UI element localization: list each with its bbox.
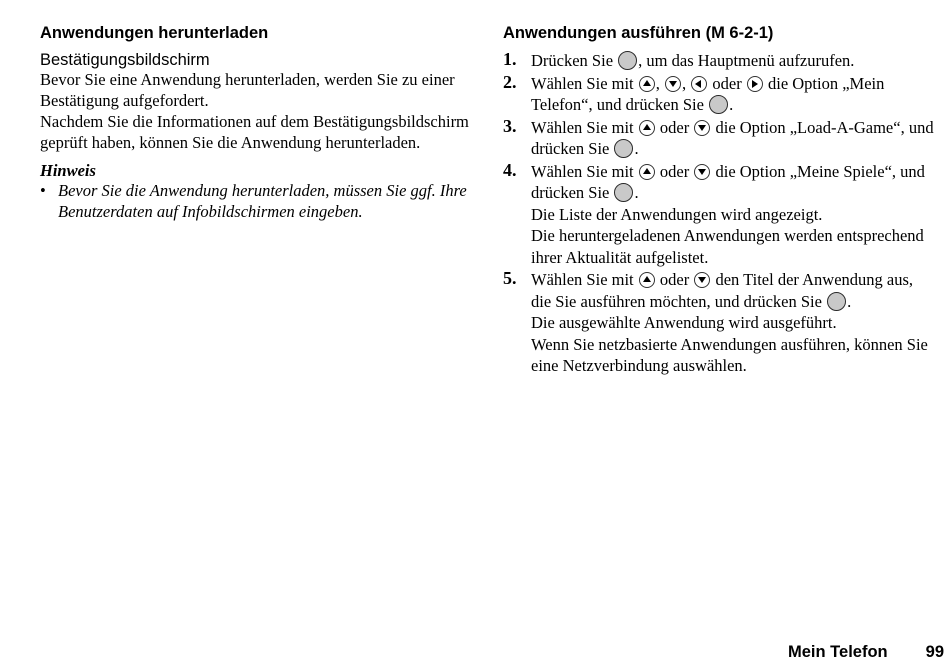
- separator: oder: [712, 73, 742, 93]
- step-text: .: [634, 183, 639, 202]
- center-key-icon: [614, 139, 633, 158]
- step-text: Wählen Sie mit: [531, 117, 634, 137]
- step-text: .: [729, 95, 734, 114]
- nav-up-icon: [639, 120, 655, 136]
- step-number: 2.: [503, 71, 517, 92]
- note-title: Hinweis: [40, 161, 96, 180]
- nav-down-icon: [694, 164, 710, 180]
- center-key-icon: [614, 183, 633, 202]
- step-text: .: [847, 291, 852, 311]
- center-key-icon: [709, 95, 728, 114]
- step-text: Wählen Sie mit: [531, 270, 634, 289]
- step-text: die Option „Load-A-Game“, und drücken Sie: [531, 117, 934, 158]
- separator: ,: [682, 73, 687, 93]
- left-column: [40, 22, 470, 222]
- separator: oder: [659, 270, 690, 289]
- paragraph-after-check: Nachdem Sie die Informationen auf dem Bestätigungsbildschirm geprüft haben, können Sie die Anwendung herunterladen.: [40, 112, 469, 152]
- right-column: [503, 22, 935, 378]
- step-2: [503, 73, 935, 116]
- center-key-icon: [618, 51, 637, 70]
- step-text: den Titel der Anwendung aus, die Sie ausführen möchten, und drücken Sie: [531, 270, 914, 311]
- separator: ,: [655, 73, 660, 93]
- step-result-text: Die ausgewählte Anwendung wird ausgeführt.: [531, 313, 837, 332]
- step-text: Wählen Sie mit: [531, 161, 634, 181]
- step-3: [503, 117, 935, 160]
- step-4: [503, 161, 935, 269]
- nav-down-icon: [694, 120, 710, 136]
- page-footer: [788, 642, 944, 662]
- step-number: 4.: [503, 159, 517, 180]
- note-text: Bevor Sie die Anwendung herunterladen, müssen Sie ggf. Ihre Benutzerdaten auf Infobildschirmen eingeben.: [58, 181, 467, 221]
- paragraph-confirmation: Bevor Sie eine Anwendung herunterladen, werden Sie zu einer Bestätigung aufgefordert.: [40, 70, 455, 110]
- footer-section-title: Mein Telefon: [788, 643, 888, 661]
- subheading-confirmation-screen: Bestätigungsbildschirm: [40, 51, 210, 69]
- section-heading-run: [503, 22, 935, 44]
- step-number: 5.: [503, 268, 517, 288]
- step-result-text: Die Liste der Anwendungen wird angezeigt.: [531, 204, 823, 224]
- step-text: , um das Hauptmenü aufzurufen.: [638, 51, 855, 70]
- step-text: Wählen Sie mit: [531, 73, 634, 93]
- step-result-text: Die heruntergeladenen Anwendungen werden entsprechend ihrer Aktualität aufgelistet.: [531, 226, 924, 267]
- center-key-icon: [827, 292, 846, 311]
- separator: oder: [659, 117, 690, 137]
- nav-up-icon: [639, 272, 655, 288]
- nav-left-icon: [691, 76, 707, 92]
- separator: oder: [659, 161, 690, 181]
- step-text: die Option „Mein Telefon“, und drücken Sie: [531, 73, 885, 114]
- nav-up-icon: [639, 76, 655, 92]
- nav-down-icon: [694, 272, 710, 288]
- step-result-text: Wenn Sie netzbasierte Anwendungen ausführen, können Sie eine Netzverbindung auswählen.: [531, 334, 928, 375]
- step-number: 1.: [503, 49, 517, 69]
- page-number: 99: [925, 643, 944, 661]
- section-heading-run-text: Anwendungen ausführen: [503, 24, 701, 42]
- step-1: [503, 50, 935, 72]
- step-text: Drücken Sie: [531, 51, 614, 70]
- menu-reference: (M 6-2-1): [705, 24, 774, 42]
- step-5: [503, 269, 935, 377]
- note-item: [40, 181, 470, 222]
- nav-down-icon: [665, 76, 681, 92]
- bullet-mark: •: [40, 181, 46, 200]
- step-number: 3.: [503, 115, 517, 136]
- section-heading-download: Anwendungen herunterladen: [40, 24, 269, 42]
- step-text: .: [634, 139, 639, 158]
- nav-up-icon: [639, 164, 655, 180]
- step-text: die Option „Meine Spiele“, und drücken Sie: [531, 161, 925, 202]
- step-list: [503, 50, 935, 377]
- nav-right-icon: [747, 76, 763, 92]
